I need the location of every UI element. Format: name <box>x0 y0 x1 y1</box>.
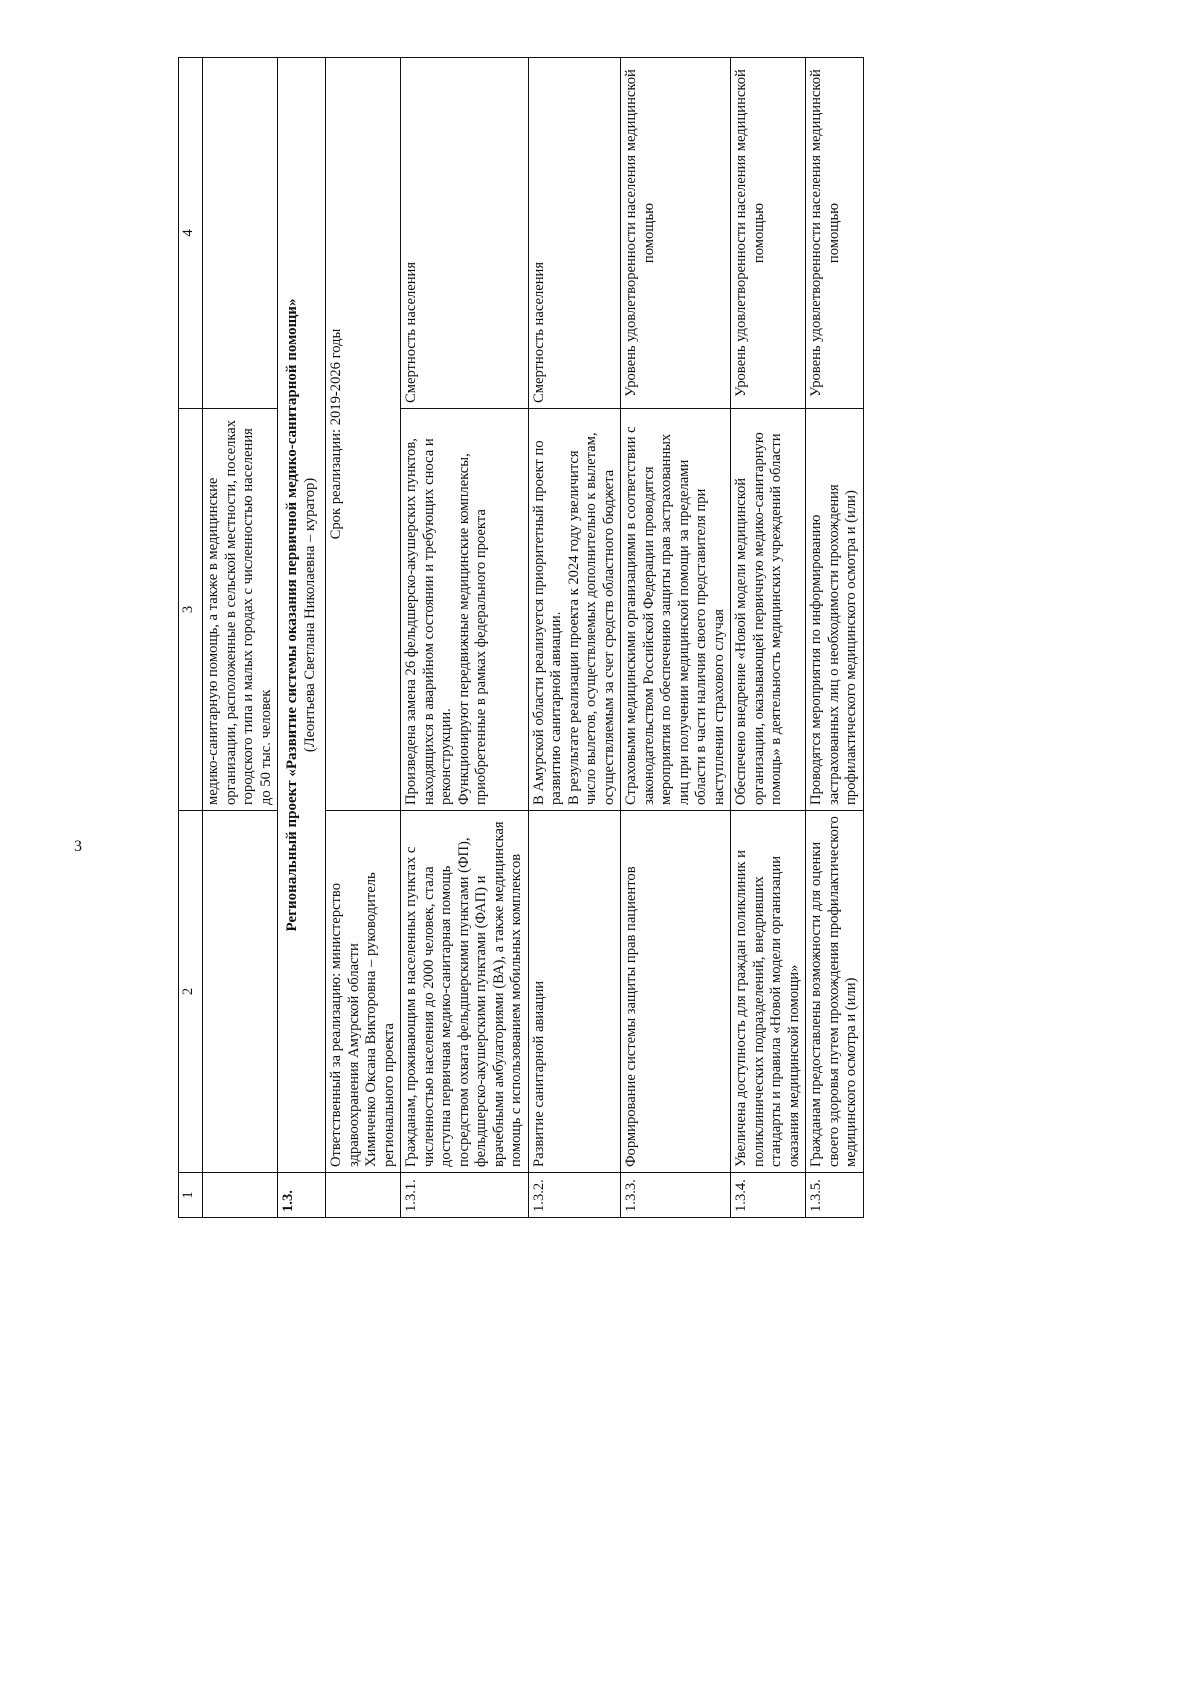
header-col-4: 4 <box>179 58 203 409</box>
row-number: 1.3.2. <box>528 1173 621 1218</box>
row-indicator: Уровень удовлетворенности населения медицинской помощью <box>621 58 731 409</box>
row-task: Гражданам предоставлены возможности для оценки своего здоровья путем прохождения профилактического медицинского осмотра и (или) <box>806 811 864 1173</box>
page-number: 3 <box>74 838 82 855</box>
rotated-table-container <box>178 58 1038 1218</box>
section-number: 1.3. <box>278 1173 326 1218</box>
row-task: Формирование системы защиты прав пациентов <box>621 811 731 1173</box>
section-title-cell <box>278 58 326 1173</box>
row-task: Гражданам, проживающим в населенных пунктах с численностью населения до 2000 человек, стала доступна первичная медико-санитарная помощь посредством охвата фельдшерскими пунктами (ФП), фельдшерско-акушерскими пунктами (ФАП) и врачебными амбулаториями (ВА), а также медицинская помощь с использованием мобильных комплексов <box>401 811 529 1173</box>
section-title: Региональный проект «Развитие системы оказания первичной медико-санитарной помощи» <box>284 298 300 932</box>
table-row <box>806 58 864 1218</box>
responsible-row <box>326 58 401 1218</box>
row-task: Увеличена доступность для граждан поликлиник и поликлинических подразделений, внедривших стандарты и правила «Новой модели организации оказания медицинской помощи» <box>731 811 806 1173</box>
row-description: Проводятся мероприятия по информированию застрахованных лиц о необходимости прохождения профилактического медицинского осмотра и (или) <box>806 409 864 811</box>
row-indicator: Уровень удовлетворенности населения медицинской помощью <box>806 58 864 409</box>
header-col-3: 3 <box>179 409 203 811</box>
project-table <box>178 57 864 1218</box>
row-description: Страховыми медицинскими организациями в соответствии с законодательством Российской Федерации проводятся мероприятия по обеспечению защиты прав застрахованных лиц при получении медицинской помощи за пределами области в части наличия своего представителя при наступлении страхового случая <box>621 409 731 811</box>
table-row <box>731 58 806 1218</box>
table-row <box>528 58 621 1218</box>
implementation-term: Срок реализации: 2019-2026 годы <box>326 58 401 811</box>
section-row <box>278 58 326 1218</box>
row-number: 1.3.4. <box>731 1173 806 1218</box>
row-number: 1.3.1. <box>401 1173 529 1218</box>
row-number: 1.3.3. <box>621 1173 731 1218</box>
continuation-text: медико-санитарную помощь, а также в медицинские организации, расположенные в сельской местности, поселках городского типа и малых городах с численностью населения до 50 тыс. человек <box>203 409 278 811</box>
table-row <box>621 58 731 1218</box>
row-number: 1.3.5. <box>806 1173 864 1218</box>
section-curator: (Леонтьева Светлана Николаевна – куратор) <box>301 477 318 753</box>
continuation-row <box>203 58 278 1218</box>
row-task: Развитие санитарной авиации <box>528 811 621 1173</box>
header-col-2: 2 <box>179 811 203 1173</box>
row-indicator: Уровень удовлетворенности населения медицинской помощью <box>731 58 806 409</box>
row-description: В Амурской области реализуется приоритетный проект по развитию санитарной авиации. В результате реализации проекта к 2024 году увеличится число вылетов, осуществляемых дополнительно к вылетам, осуществляемым за счет средств областного бюджета <box>528 409 621 811</box>
row-description: Обеспечено внедрение «Новой модели медицинской организации, оказывающей первичную медико-санитарную помощь» в деятельность медицинских учреждений области <box>731 409 806 811</box>
header-row <box>179 58 203 1218</box>
header-col-1: 1 <box>179 1173 203 1218</box>
table-row <box>401 58 529 1218</box>
row-indicator: Смертность населения <box>528 58 621 409</box>
responsible-text: Ответственный за реализацию: министерство здравоохранения Амурской области Химиченко Оксана Викторовна – руководитель регионального проекта <box>326 811 401 1173</box>
row-description: Произведена замена 26 фельдшерско-акушерских пунктов, находящихся в аварийном состоянии и требующих сноса и реконструкции. Функционируют передвижные медицинские комплексы, приобретенные в рамках федерального проекта <box>401 409 529 811</box>
row-indicator: Смертность населения <box>401 58 529 409</box>
